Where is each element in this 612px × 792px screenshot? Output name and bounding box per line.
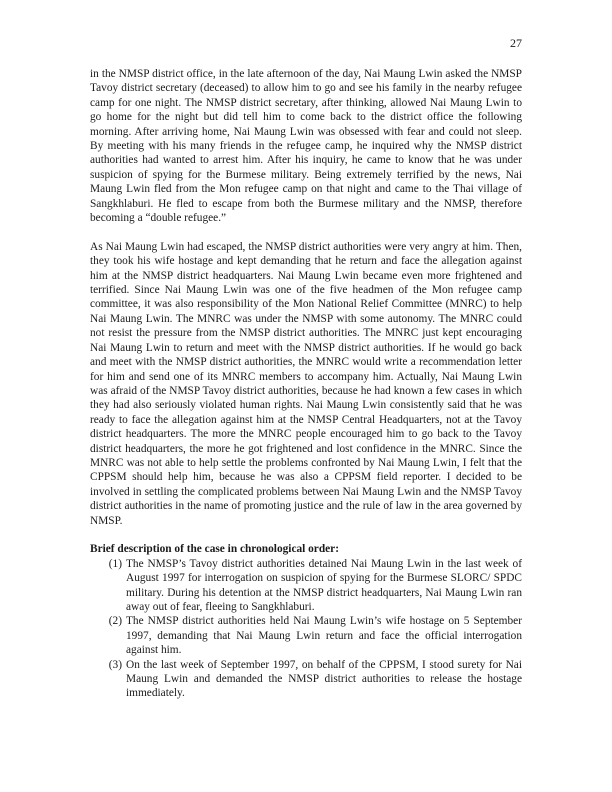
chronology-list (90, 557, 522, 701)
page-number: 27 (510, 36, 522, 50)
paragraph-hostage-account: As Nai Maung Lwin had escaped, the NMSP district authorities were very angry at him. Then, they took his wife hostage and kept demanding that he return and face the allegation against him at the NMSP district headquarters. Nai Maung Lwin became even more frightened and terrified. Since Nai Maung Lwin was one of the five headmen of the Mon refugee camp committee, it was also responsibility of the Mon National Relief Committee (MNRC) to help Nai Maung Lwin. The MNRC was under the NMSP with some autonomy. The MNRC could not resist the pressure from the NMSP district authorities. The MNRC just kept encouraging Nai Maung Lwin to return and meet with the NMSP district authorities. If he would go back and meet with the NMSP district authorities, the MNRC would write a recommendation letter for him and send one of its MNRC members to accompany him. Actually, Nai Maung Lwin was afraid of the NMSP Tavoy district authorities, because he had known a few cases in which they had also seriously violated human rights. Nai Maung Lwin consistently said that he was ready to face the allegation against him at the NMSP Central Headquarters, not at the Tavoy district headquarters. The more the MNRC people encouraged him to go back to the Tavoy district headquarters, the more he got frightened and lost confidence in the MNRC. Since the MNRC was not able to help settle the problems confronted by Nai Maung Lwin, I felt that the CPPSM should help him, because he was also a CPPSM field reporter. I decided to be involved in settling the complicated problems between Nai Maung Lwin and the NMSP Tavoy district authorities in the name of promoting justice and the rule of law in the area governed by NMSP. (90, 240, 522, 527)
document-body (90, 67, 522, 701)
chronology-heading: Brief description of the case in chronological order: (90, 543, 339, 556)
list-item-number: (3) (108, 658, 122, 671)
list-item (90, 614, 522, 657)
list-item-text: The NMSP’s Tavoy district authorities detained Nai Maung Lwin in the last week of August 1997 for interrogation on suspicion of spying for the Burmese SLORC/ SPDC military. During his detention at the NMSP district headquarters, Nai Maung Lwin ran away out of fear, fleeing to Sangkhlaburi. (126, 557, 522, 613)
list-item-text: On the last week of September 1997, on behalf of the CPPSM, I stood surety for Nai Maung Lwin and demanded the NMSP district authorities to release the hostage immediately. (126, 658, 522, 700)
paragraph-escape-account: in the NMSP district office, in the late afternoon of the day, Nai Maung Lwin asked the NMSP Tavoy district secretary (deceased) to allow him to go and see his family in the nearby refugee camp for one night. The NMSP district secretary, after thinking, allowed Nai Maung Lwin to go home for the night but did tell him to come back to the district office the following morning. After arriving home, Nai Maung Lwin was obsessed with fear and could not sleep. By meeting with his many friends in the refugee camp, he inquired why the NMSP district authorities had wanted to arrest him. After his inquiry, he came to know that he was under suspicion of spying for the Burmese military. Being extremely terrified by the news, Nai Maung Lwin fled from the Mon refugee camp on that night and came to the Thai village of Sangkhlaburi. He fled to escape from both the Burmese military and the NMSP, therefore becoming a “double refugee.” (90, 68, 522, 225)
list-item-number: (1) (108, 557, 122, 570)
list-item (90, 557, 522, 615)
list-item-text: The NMSP district authorities held Nai Maung Lwin’s wife hostage on 5 September 1997, demanding that Nai Maung Lwin return and face the official interrogation against him. (126, 615, 522, 657)
list-item-number: (2) (108, 615, 122, 628)
list-item (90, 658, 522, 701)
